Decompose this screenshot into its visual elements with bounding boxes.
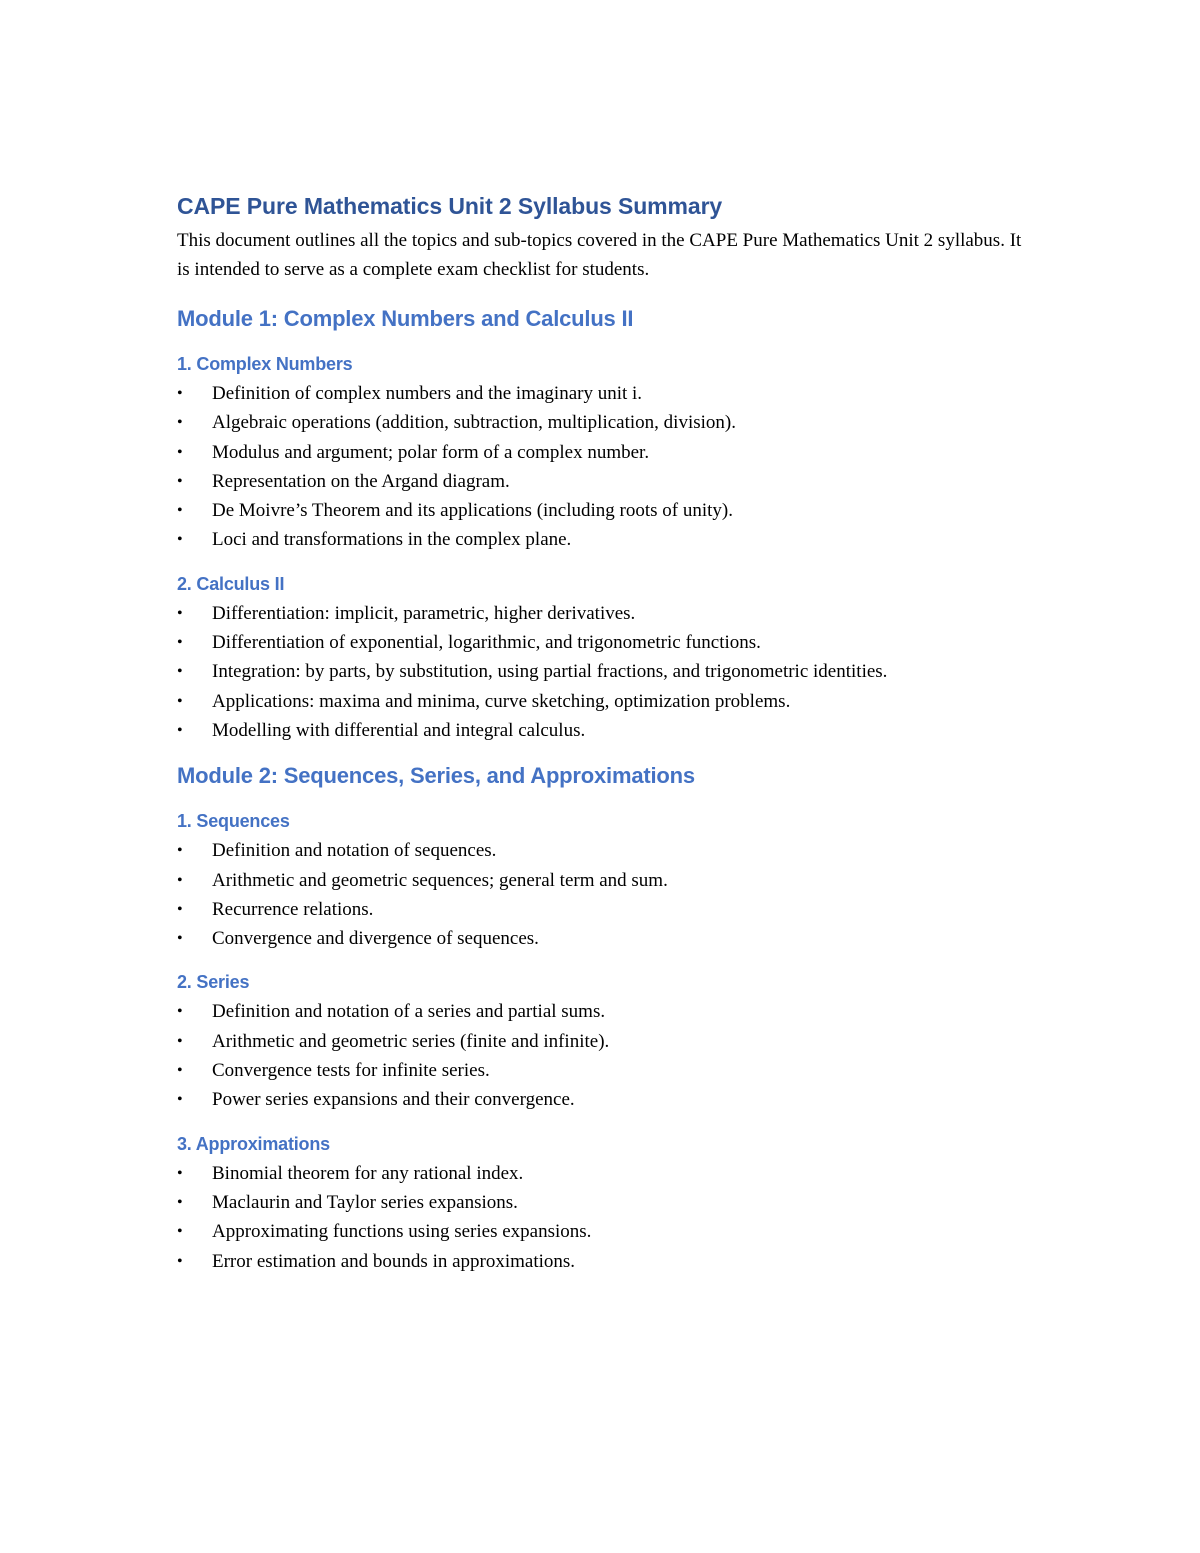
bullet-icon: • xyxy=(177,1193,183,1211)
list-item-text: Convergence tests for infinite series. xyxy=(212,1060,490,1082)
list-item-text: Definition and notation of a series and partial sums. xyxy=(212,1001,606,1023)
list-item xyxy=(177,895,1037,924)
bullet-icon: • xyxy=(177,472,183,490)
section-heading: 1. Complex Numbers xyxy=(177,354,353,374)
document-body xyxy=(177,190,1037,1292)
section-block xyxy=(177,571,1037,745)
bullet-icon: • xyxy=(177,1091,183,1109)
section-heading: 2. Calculus II xyxy=(177,573,285,594)
document-title: CAPE Pure Mathematics Unit 2 Syllabus Summary xyxy=(177,193,723,219)
list-item-text: Loci and transformations in the complex plane. xyxy=(212,529,572,551)
bullet-icon: • xyxy=(177,634,183,652)
section-block xyxy=(177,969,1037,1114)
list-item-text: Error estimation and bounds in approximations. xyxy=(212,1250,576,1272)
section-block xyxy=(177,1131,1037,1276)
list-item-text: Approximating functions using series expansions. xyxy=(212,1221,592,1243)
list-item xyxy=(177,1159,1037,1188)
module-heading: Module 2: Sequences, Series, and Approximations xyxy=(177,763,695,789)
bullet-icon: • xyxy=(177,414,183,432)
bullet-icon: • xyxy=(177,1164,183,1182)
list-item xyxy=(177,408,1037,437)
section-heading: 2. Series xyxy=(177,972,250,993)
bullet-icon: • xyxy=(177,1032,183,1050)
list-item xyxy=(177,1085,1037,1114)
list-item xyxy=(177,997,1037,1026)
bullet-icon: • xyxy=(177,531,183,549)
section-block xyxy=(177,351,1037,555)
list-item-text: Maclaurin and Taylor series expansions. xyxy=(212,1191,518,1213)
list-item-text: Modelling with differential and integral calculus. xyxy=(212,719,586,741)
list-item-text: Recurrence relations. xyxy=(212,898,374,920)
list-item xyxy=(177,687,1037,716)
list-item-text: Arithmetic and geometric series (finite and infinite). xyxy=(212,1030,610,1052)
bullet-icon: • xyxy=(177,443,183,461)
list-item xyxy=(177,467,1037,496)
list-item-text: Integration: by parts, by substitution, using partial fractions, and trigonometric identities. xyxy=(212,661,888,683)
list-item xyxy=(177,866,1037,895)
bullet-icon: • xyxy=(177,502,183,520)
list-item-text: De Moivre’s Theorem and its applications (including roots of unity). xyxy=(212,500,733,522)
bullet-list xyxy=(177,1159,1037,1276)
list-item-text: Binomial theorem for any rational index. xyxy=(212,1162,524,1184)
list-item-text: Definition of complex numbers and the imaginary unit i. xyxy=(212,383,643,404)
list-item xyxy=(177,379,1037,408)
bullet-icon: • xyxy=(177,1003,183,1021)
list-item-text: Definition and notation of sequences. xyxy=(212,840,497,862)
list-item xyxy=(177,628,1037,657)
bullet-icon: • xyxy=(177,385,183,402)
bullet-icon: • xyxy=(177,721,183,739)
list-item-text: Modulus and argument; polar form of a complex number. xyxy=(212,441,650,463)
bullet-list xyxy=(177,599,1037,745)
document-intro: This document outlines all the topics and sub-topics covered in the CAPE Pure Mathematics Unit 2 syllabus. It is intended to serve as a complete exam checklist for students. xyxy=(177,230,1022,280)
list-item xyxy=(177,438,1037,467)
list-item xyxy=(177,836,1037,865)
section-block xyxy=(177,808,1037,953)
bullet-icon: • xyxy=(177,900,183,918)
list-item xyxy=(177,1217,1037,1246)
list-item xyxy=(177,1056,1037,1085)
list-item xyxy=(177,496,1037,525)
list-item xyxy=(177,1247,1037,1276)
bullet-icon: • xyxy=(177,663,183,681)
list-item-text: Differentiation: implicit, parametric, higher derivatives. xyxy=(212,602,636,624)
list-item xyxy=(177,1188,1037,1217)
list-item-text: Applications: maxima and minima, curve sketching, optimization problems. xyxy=(212,690,791,712)
module-1 xyxy=(177,304,1037,745)
modules-container xyxy=(177,304,1037,1276)
list-item-text: Algebraic operations (addition, subtraction, multiplication, division). xyxy=(212,412,736,434)
bullet-icon: • xyxy=(177,692,183,710)
list-item xyxy=(177,924,1037,953)
list-item xyxy=(177,657,1037,686)
bullet-list xyxy=(177,379,1037,555)
list-item xyxy=(177,716,1037,745)
bullet-icon: • xyxy=(177,871,183,889)
module-heading: Module 1: Complex Numbers and Calculus II xyxy=(177,306,634,331)
list-item xyxy=(177,525,1037,554)
bullet-list xyxy=(177,997,1037,1114)
bullet-icon: • xyxy=(177,1223,183,1241)
list-item-text: Arithmetic and geometric sequences; general term and sum. xyxy=(212,869,668,891)
bullet-list xyxy=(177,836,1037,953)
bullet-icon: • xyxy=(177,1062,183,1080)
list-item-text: Power series expansions and their convergence. xyxy=(212,1089,575,1111)
list-item xyxy=(177,599,1037,628)
section-heading: 3. Approximations xyxy=(177,1133,330,1154)
list-item-text: Representation on the Argand diagram. xyxy=(212,470,510,492)
section-heading: 1. Sequences xyxy=(177,811,290,832)
list-item-text: Convergence and divergence of sequences. xyxy=(212,928,539,950)
list-item-text: Differentiation of exponential, logarithmic, and trigonometric functions. xyxy=(212,632,761,654)
bullet-icon: • xyxy=(177,842,183,860)
bullet-icon: • xyxy=(177,930,183,948)
bullet-icon: • xyxy=(177,604,183,622)
module-2 xyxy=(177,761,1037,1276)
bullet-icon: • xyxy=(177,1252,183,1270)
list-item xyxy=(177,1027,1037,1056)
